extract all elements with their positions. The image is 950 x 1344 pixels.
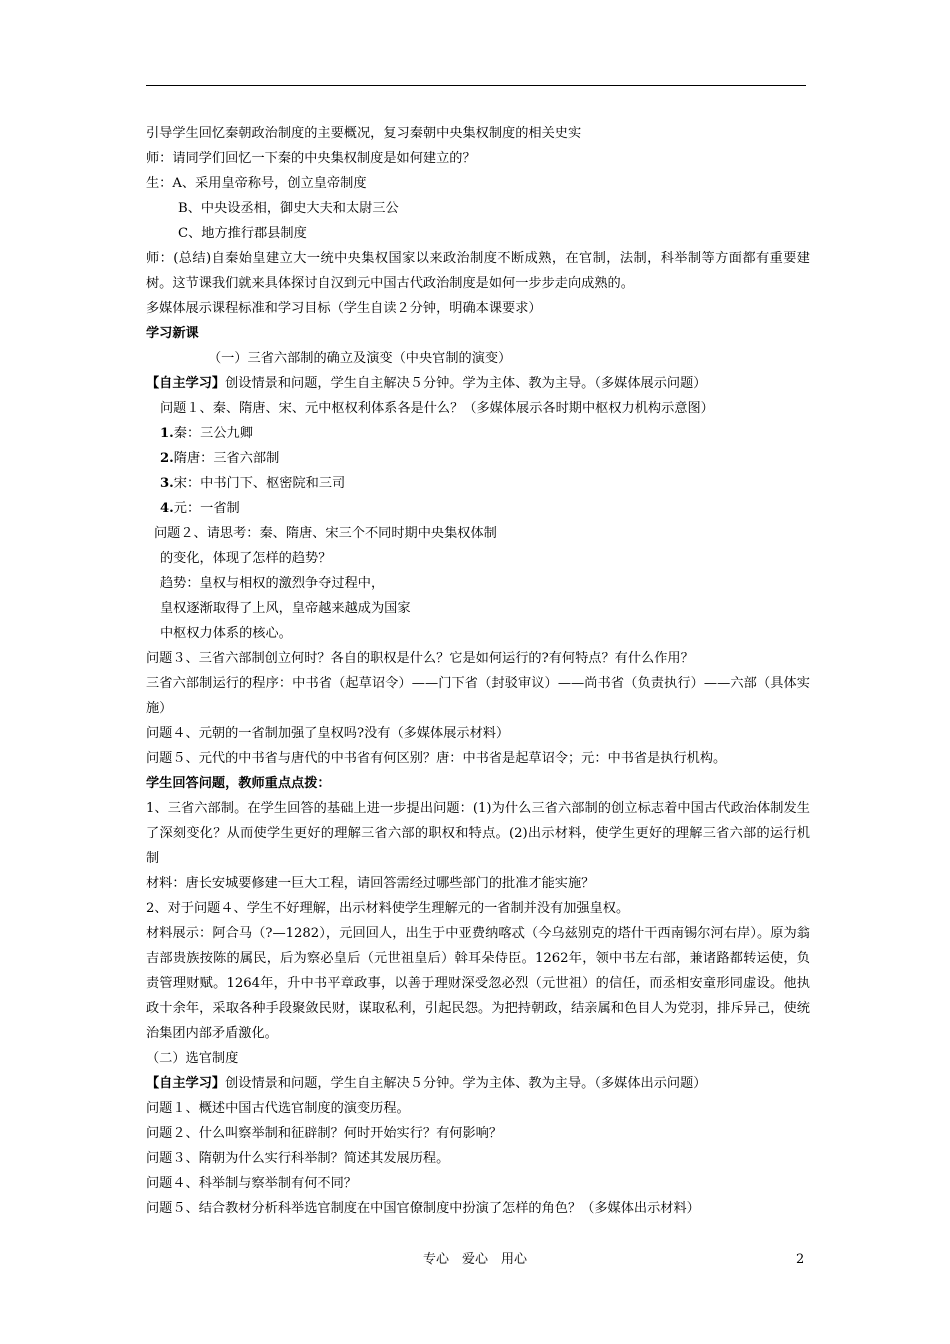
header-rule — [146, 85, 806, 86]
subsection-heading: （二）选官制度 — [146, 1051, 239, 1066]
list-item — [146, 446, 810, 471]
paragraph: 三省六部制运行的程序：中书省（起草诏令）——门下省（封驳审议）——尚书省（负责执行）——六部（具体实施） — [146, 676, 810, 716]
question: 问题３、三省六部制创立何时？各自的职权是什么？它是如何运行的?有何特点？有什么作用？ — [146, 651, 694, 666]
question: 问题１、秦、隋唐、宋、元中枢权利体系各是什么？（多媒体展示各时期中枢权力机构示意图） — [160, 401, 714, 416]
text: 创设情景和问题，学生自主解决５分钟。学为主体、教为主导。（多媒体出示问题） — [225, 1076, 707, 1091]
question: 问题５、结合教材分析科举选官制度在中国官僚制度中扮演了怎样的角色？（多媒体出示材料） — [146, 1201, 700, 1216]
subsection-heading: （一）三省六部制的确立及演变（中央官制的演变） — [208, 351, 512, 366]
label-bold: 【自主学习】 — [146, 376, 226, 391]
paragraph: 多媒体展示课程标准和学习目标（学生自读２分钟，明确本课要求） — [146, 301, 542, 316]
paragraph: 皇权逐渐取得了上风，皇帝越来越成为国家 — [160, 601, 411, 616]
list-number: 1. — [160, 426, 174, 441]
list-text: 宋：中书门下、枢密院和三司 — [173, 476, 346, 491]
question: 问题１、概述中国古代选官制度的演变历程。 — [146, 1101, 410, 1116]
paragraph: 师：(总结)自秦始皇建立大一统中央集权国家以来政治制度不断成熟，在官制，法制，科举制等方面都有重要建树。这节课我们就来具体探讨自汉到元中国古代政治制度是如何一步步走向成熟的。 — [146, 251, 810, 291]
question: 问题２、什么叫察举制和征辟制？何时开始实行？有何影响？ — [146, 1126, 503, 1141]
footer-motto: 专心 爱心 用心 — [422, 1252, 527, 1267]
paragraph: 生：A、采用皇帝称号，创立皇帝制度 — [146, 176, 367, 191]
paragraph: B、中央设丞相，御史大夫和太尉三公 — [178, 201, 399, 216]
list-number: 2. — [160, 451, 174, 466]
paragraph: 引导学生回忆秦朝政治制度的主要概况，复习秦朝中央集权制度的相关史实 — [146, 126, 582, 141]
question: 问题５、元代的中书省与唐代的中书省有何区别？唐：中书省是起草诏令；元：中书省是执行机构。 — [146, 751, 727, 766]
paragraph: 1、三省六部制。在学生回答的基础上进一步提出问题：(1)为什么三省六部制的创立标志着中国古代政治体制发生了深刻变化？从而使学生更好的理解三省六部的职权和特点。(2)出示材料，使学生更好的理解三省六部的运行机制 — [146, 801, 810, 866]
paragraph — [146, 1071, 810, 1096]
paragraph: 2、对于问题４、学生不好理解，出示材料使学生理解元的一省制并没有加强皇权。 — [146, 901, 630, 916]
paragraph — [146, 371, 810, 396]
list-item — [146, 471, 810, 496]
list-number: 3. — [160, 476, 174, 491]
list-item — [146, 496, 810, 521]
section-heading: 学习新课 — [146, 326, 199, 341]
question: 问题４、元朝的一省制加强了皇权吗?没有（多媒体展示材料） — [146, 726, 510, 741]
paragraph: 趋势：皇权与相权的激烈争夺过程中， — [160, 576, 385, 591]
page-body — [146, 121, 810, 1221]
list-number: 4. — [160, 501, 174, 516]
paragraph: 中枢权力体系的核心。 — [160, 626, 292, 641]
paragraph: 材料：唐长安城要修建一巨大工程，请回答需经过哪些部门的批准才能实施？ — [146, 876, 595, 891]
list-text: 元：一省制 — [173, 501, 240, 516]
question: 问题２、请思考：秦、隋唐、宋三个不同时期中央集权体制 — [154, 526, 497, 541]
text: 创设情景和问题，学生自主解决５分钟。学为主体、教为主导。（多媒体展示问题） — [225, 376, 707, 391]
question: 问题４、科举制与察举制有何不同？ — [146, 1176, 357, 1191]
page-number: 2 — [796, 1252, 805, 1267]
paragraph: C、地方推行郡县制度 — [178, 226, 307, 241]
page-footer — [0, 1250, 950, 1270]
list-text: 秦：三公九卿 — [173, 426, 253, 441]
label-bold: 【自主学习】 — [146, 1076, 226, 1091]
paragraph: 师：请同学们回忆一下秦的中央集权制度是如何建立的？ — [146, 151, 476, 166]
question: 问题３、隋朝为什么实行科举制？简述其发展历程。 — [146, 1151, 450, 1166]
list-item — [146, 421, 810, 446]
paragraph: 的变化，体现了怎样的趋势？ — [160, 551, 332, 566]
list-text: 隋唐：三省六部制 — [173, 451, 280, 466]
section-heading: 学生回答问题，教师重点点拨： — [146, 776, 331, 791]
paragraph: 材料展示：阿合马（?—1282），元回回人，出生于中亚费纳喀忒（今乌兹别克的塔什干西南锡尔河右岸）。原为翁吉部贵族按陈的属民，后为察必皇后（元世祖皇后）斡耳朵侍臣。1262年，领中书左右部，兼诸路都转运使，负责管理财赋。1264年，升中书平章政事，以善于理财深受忽必烈（元世祖）的信任，而丞相安童形同虚设。他执政十余年，采取各种手段聚敛民财，谋取私利，引起民怨。为把持朝政，结亲属和色目人为党羽，排斥异己，使统治集团内部矛盾激化。 — [146, 926, 810, 1041]
